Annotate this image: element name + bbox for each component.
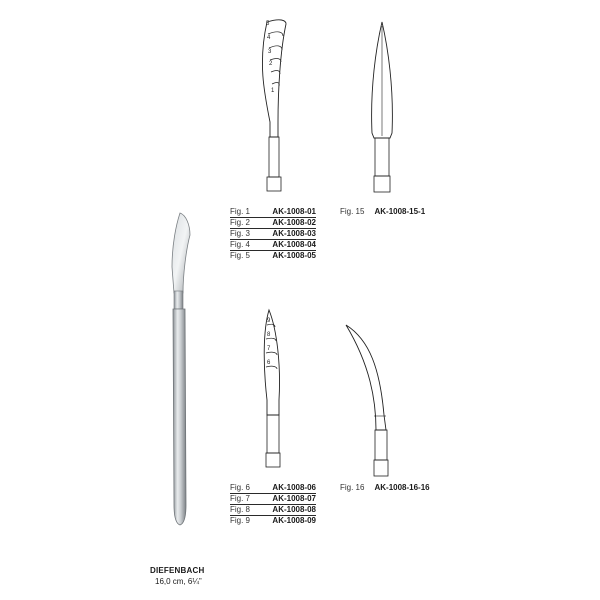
product-name: DIEFENBACH xyxy=(150,566,205,575)
product-code: AK-1008-01 xyxy=(272,207,316,216)
fig-label: Fig. 1 xyxy=(230,207,251,216)
product-code: AK-1008-04 xyxy=(272,240,316,249)
drawing-number: 4 xyxy=(267,35,271,41)
drawing-number: 2 xyxy=(269,61,273,67)
product-code: AK-1008-02 xyxy=(272,218,316,227)
table-row xyxy=(230,218,316,229)
drawing-number: 5 xyxy=(266,21,270,27)
drawing-number: 6 xyxy=(267,360,271,366)
fig-label: Fig. 8 xyxy=(230,505,251,514)
figure-15-drawing xyxy=(360,18,405,198)
drawing-number: 9 xyxy=(267,318,271,324)
drawing-number: 8 xyxy=(267,332,271,338)
figures-1-5-table xyxy=(230,207,316,261)
table-row xyxy=(230,505,316,516)
fig-label: Fig. 6 xyxy=(230,483,251,492)
fig-label: Fig. 4 xyxy=(230,240,251,249)
table-row xyxy=(230,483,316,494)
product-code: AK-1008-08 xyxy=(272,505,316,514)
fig-label: Fig. 16 xyxy=(340,483,365,492)
fig-label: Fig. 15 xyxy=(340,207,365,216)
product-code: AK-1008-06 xyxy=(272,483,316,492)
figures-6-9-table xyxy=(230,483,316,526)
product-code: AK-1008-03 xyxy=(272,229,316,238)
figure-16-drawing xyxy=(340,320,400,480)
drawing-number: 7 xyxy=(267,346,271,352)
figures-6-9-drawing xyxy=(255,305,295,480)
table-row xyxy=(230,251,316,261)
fig-label: Fig. 9 xyxy=(230,516,251,525)
fig-label: Fig. 3 xyxy=(230,229,251,238)
fig-label: Fig. 7 xyxy=(230,494,251,503)
table-row xyxy=(230,516,316,526)
fig-label: Fig. 5 xyxy=(230,251,251,260)
table-row xyxy=(230,229,316,240)
figure-16-caption xyxy=(340,483,430,493)
fig-label: Fig. 2 xyxy=(230,218,251,227)
product-code: AK-1008-09 xyxy=(272,516,316,525)
figure-15-caption xyxy=(340,207,425,217)
product-code: AK-1008-05 xyxy=(272,251,316,260)
drawing-number: 1 xyxy=(271,88,275,94)
product-size: 16,0 cm, 6¼” xyxy=(155,577,202,586)
table-row xyxy=(230,207,316,218)
figures-1-5-drawing xyxy=(250,12,300,197)
product-code: AK-1008-15-1 xyxy=(374,207,426,216)
drawing-number: 3 xyxy=(268,49,272,55)
table-row xyxy=(230,240,316,251)
table-row xyxy=(230,494,316,505)
product-code: AK-1008-16-16 xyxy=(374,483,430,492)
product-code: AK-1008-07 xyxy=(272,494,316,503)
knife-photo xyxy=(150,205,200,545)
